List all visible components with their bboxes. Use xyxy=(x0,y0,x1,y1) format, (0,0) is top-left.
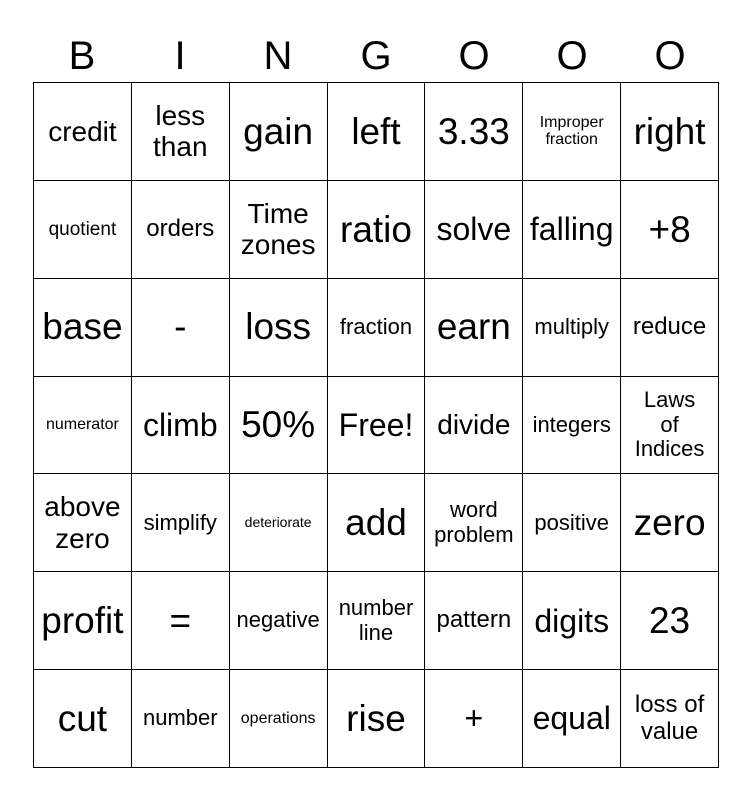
bingo-cell[interactable]: zero xyxy=(621,474,719,572)
bingo-cell[interactable]: operations xyxy=(230,670,328,768)
bingo-cell[interactable]: base xyxy=(34,279,132,377)
bingo-cell[interactable]: left xyxy=(328,83,426,181)
bingo-cell[interactable]: profit xyxy=(34,572,132,670)
bingo-cell[interactable]: loss xyxy=(230,279,328,377)
bingo-cell[interactable]: number line xyxy=(328,572,426,670)
bingo-cell[interactable]: orders xyxy=(132,181,230,279)
bingo-cell[interactable]: negative xyxy=(230,572,328,670)
bingo-cell[interactable]: number xyxy=(132,670,230,768)
bingo-cell[interactable]: +8 xyxy=(621,181,719,279)
header-letter: G xyxy=(360,34,392,78)
bingo-cell[interactable]: deteriorate xyxy=(230,474,328,572)
bingo-cell[interactable]: cut xyxy=(34,670,132,768)
header-letter: I xyxy=(174,34,186,78)
header-letter: B xyxy=(68,34,96,78)
bingo-cell[interactable]: Free! xyxy=(328,377,426,475)
bingo-cell[interactable]: 3.33 xyxy=(425,83,523,181)
bingo-cell[interactable]: Time zones xyxy=(230,181,328,279)
bingo-cell[interactable]: multiply xyxy=(523,279,621,377)
header-letter: N xyxy=(263,34,293,78)
bingo-cell[interactable]: credit xyxy=(34,83,132,181)
bingo-cell[interactable]: equal xyxy=(523,670,621,768)
bingo-cell[interactable]: gain xyxy=(230,83,328,181)
bingo-cell[interactable]: loss of value xyxy=(621,670,719,768)
header-letter: O xyxy=(654,34,686,78)
bingo-cell[interactable]: earn xyxy=(425,279,523,377)
bingo-cell[interactable]: quotient xyxy=(34,181,132,279)
bingo-cell[interactable]: positive xyxy=(523,474,621,572)
bingo-cell[interactable]: divide xyxy=(425,377,523,475)
bingo-cell[interactable]: fraction xyxy=(328,279,426,377)
bingo-cell[interactable]: + xyxy=(425,670,523,768)
bingo-cell[interactable]: pattern xyxy=(425,572,523,670)
bingo-cell[interactable]: reduce xyxy=(621,279,719,377)
bingo-cell[interactable]: integers xyxy=(523,377,621,475)
bingo-cell[interactable]: Improper fraction xyxy=(523,83,621,181)
header-letter: O xyxy=(556,34,588,78)
bingo-cell[interactable]: solve xyxy=(425,181,523,279)
bingo-cell[interactable]: right xyxy=(621,83,719,181)
bingo-cell[interactable]: - xyxy=(132,279,230,377)
bingo-cell[interactable]: simplify xyxy=(132,474,230,572)
bingo-cell[interactable]: 23 xyxy=(621,572,719,670)
bingo-cell[interactable]: falling xyxy=(523,181,621,279)
bingo-cell[interactable]: = xyxy=(132,572,230,670)
bingo-cell[interactable]: rise xyxy=(328,670,426,768)
bingo-cell[interactable]: numerator xyxy=(34,377,132,475)
bingo-cell[interactable]: less than xyxy=(132,83,230,181)
bingo-header xyxy=(33,30,719,82)
bingo-cell[interactable]: add xyxy=(328,474,426,572)
bingo-board xyxy=(33,82,719,768)
bingo-cell[interactable]: above zero xyxy=(34,474,132,572)
bingo-cell[interactable]: 50% xyxy=(230,377,328,475)
bingo-cell[interactable]: Laws of Indices xyxy=(621,377,719,475)
bingo-cell[interactable]: ratio xyxy=(328,181,426,279)
bingo-cell[interactable]: digits xyxy=(523,572,621,670)
header-letter: O xyxy=(458,34,490,78)
bingo-cell[interactable]: word problem xyxy=(425,474,523,572)
bingo-cell[interactable]: climb xyxy=(132,377,230,475)
